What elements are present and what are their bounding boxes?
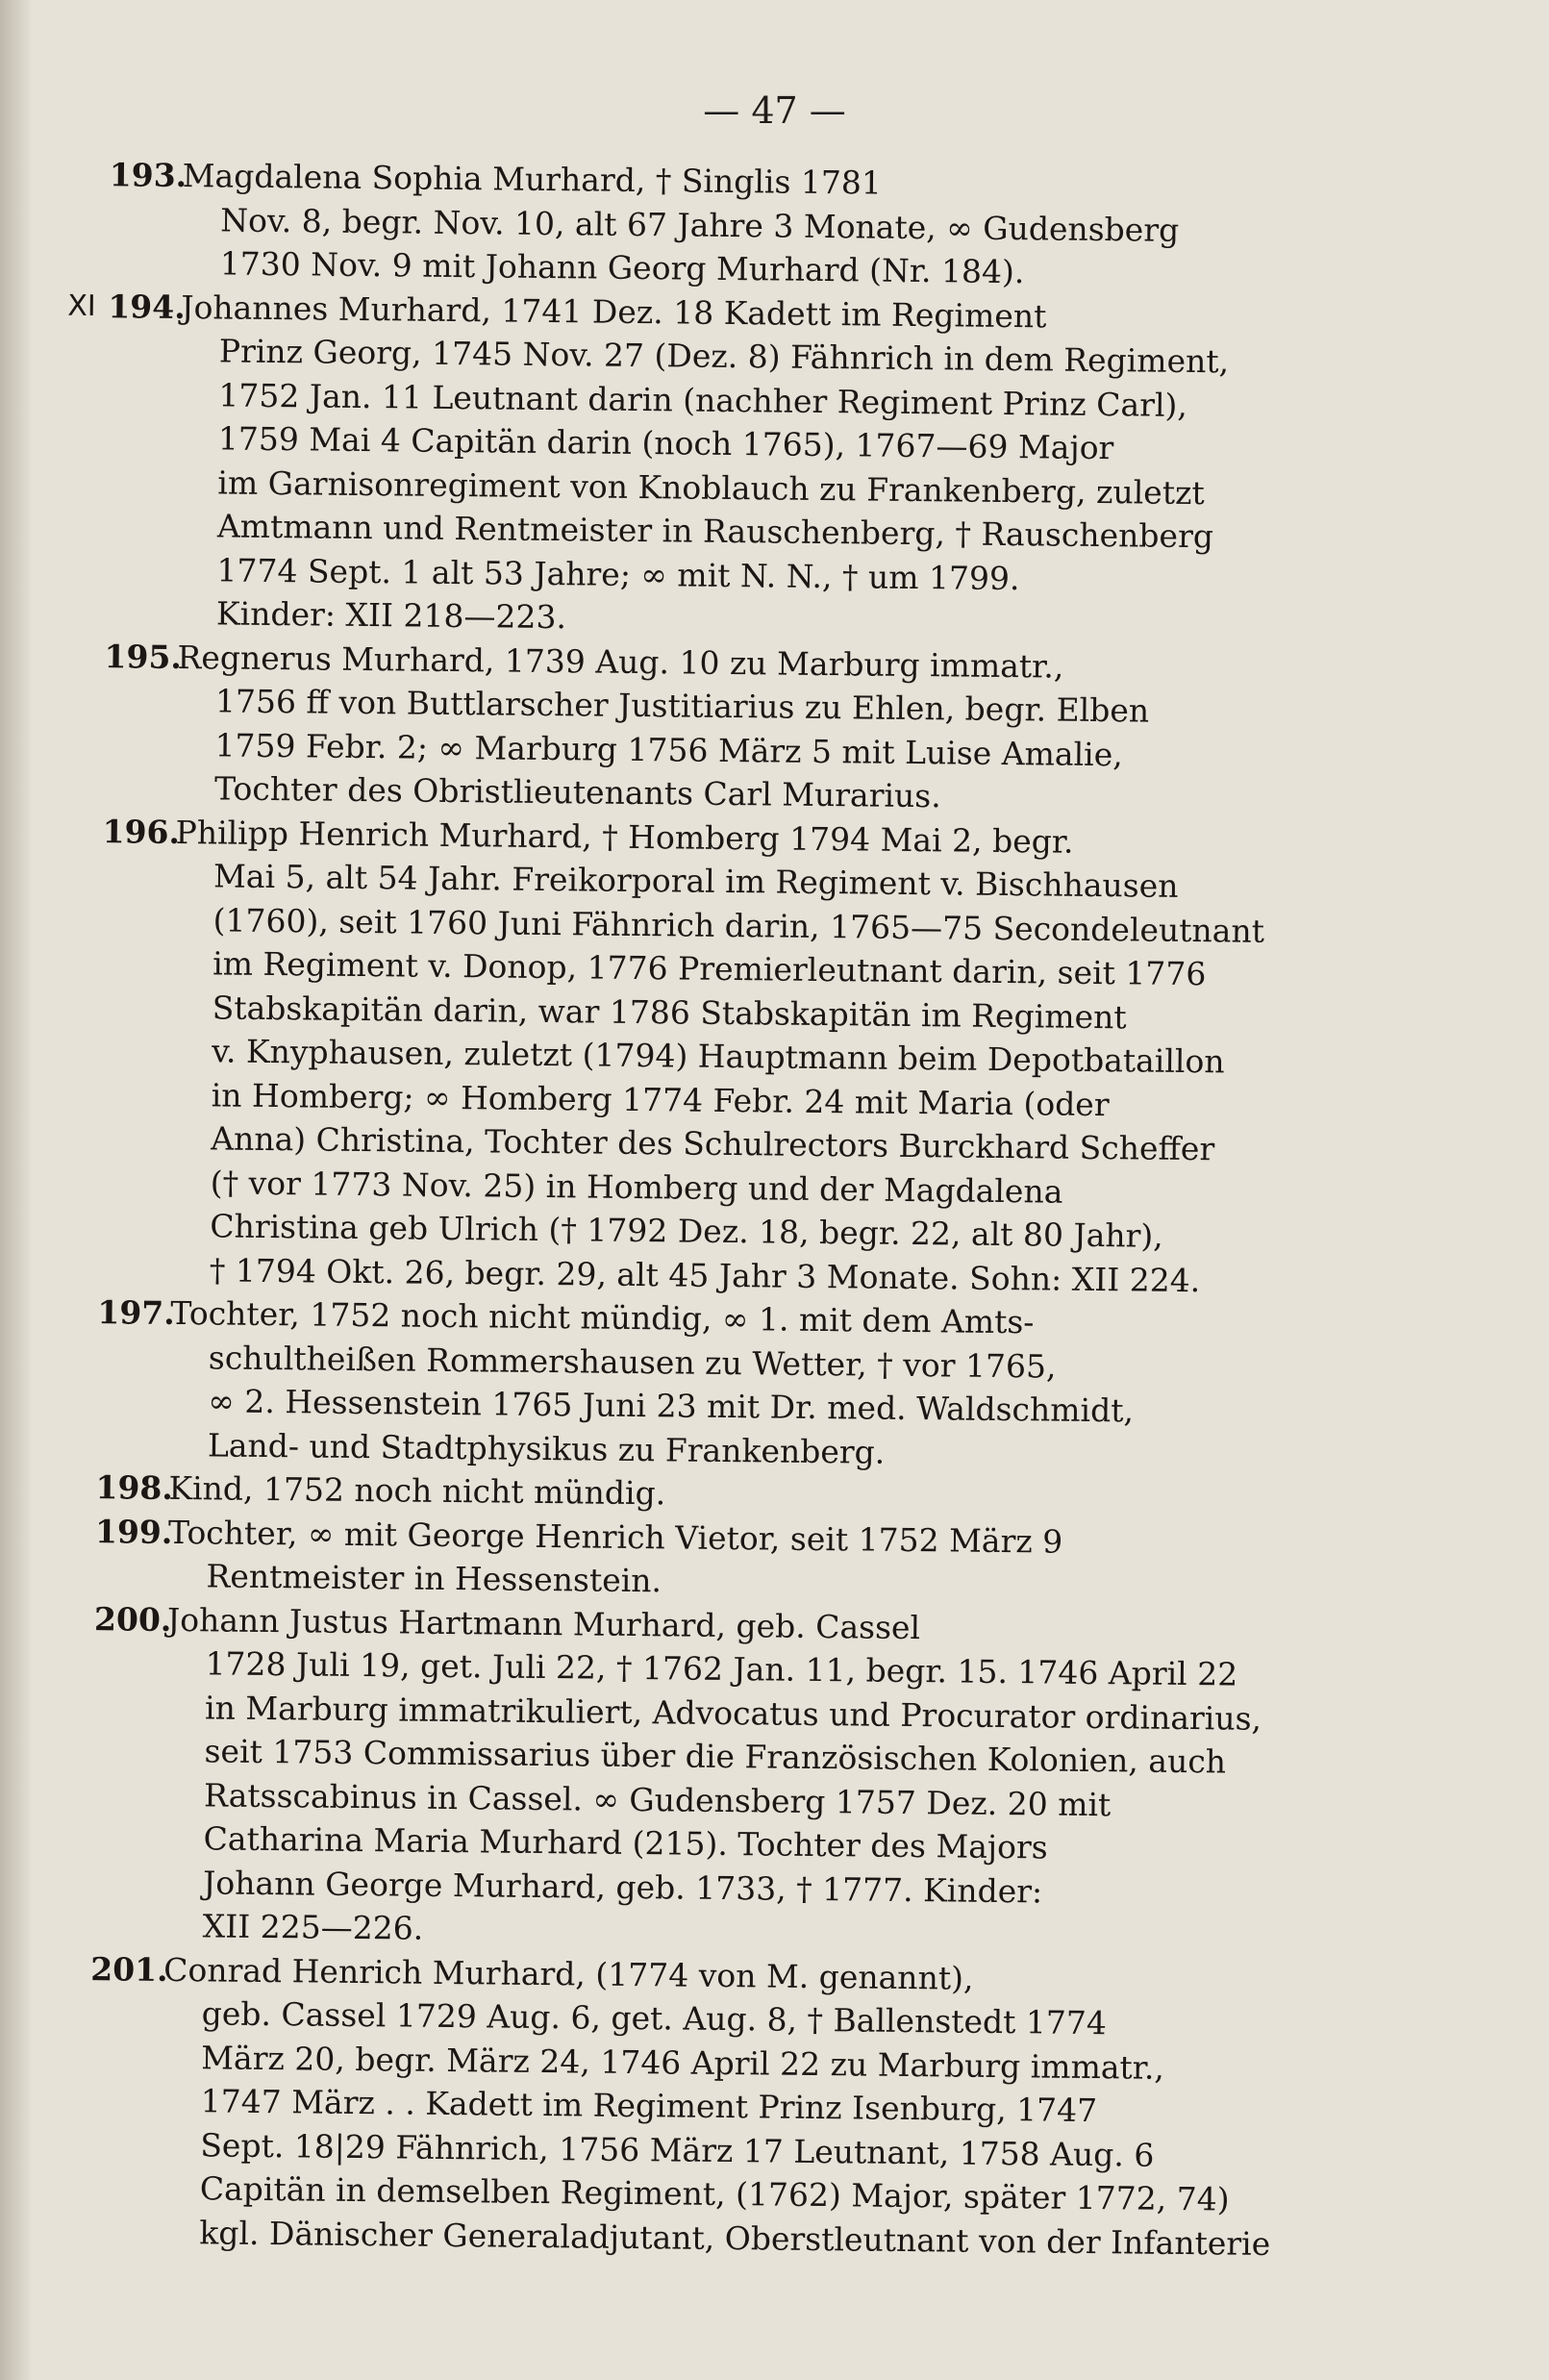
entry-line: 1756 ff von Buttlarscher Justitiarius zu Ehlen, begr. Elben (214, 682, 1150, 730)
page-body (67, 154, 1375, 2267)
entry-line: 1752 Jan. 11 Leutnant darin (nachher Regiment Prinz Carl), (218, 375, 1188, 424)
entry-line: (1760), seit 1760 Juni Fähnrich darin, 1765—75 Secondeleutnant (212, 900, 1265, 950)
entry-line: Conrad Henrich Murhard, (1774 von M. genannt), (163, 1950, 974, 1997)
entry-line: Sept. 18|29 Fähnrich, 1756 März 17 Leutnant, 1758 Aug. 6 (200, 2125, 1155, 2174)
entry-number: 201. (90, 1949, 168, 1989)
page-gutter-shadow (0, 0, 33, 2380)
entry-line: Mai 5, alt 54 Jahr. Freikorporal im Regiment v. Bischhausen (212, 857, 1179, 905)
entry-200 (93, 1597, 1360, 1960)
entry-196 (102, 810, 1368, 1303)
entry-line: Philipp Henrich Murhard, † Homberg 1794 Mai 2, begr. (175, 813, 1074, 861)
entry-line: in Homberg; ∞ Homberg 1774 Febr. 24 mit Maria (oder (211, 1075, 1110, 1123)
page-number: — 47 — (703, 89, 846, 132)
entry-line: 1759 Febr. 2; ∞ Marburg 1756 März 5 mit Luise Amalie, (214, 725, 1123, 773)
entry-line: XII 225—226. (202, 1907, 424, 1947)
entry-line: Capitän in demselben Regiment, (1762) Major, später 1772, 74) (199, 2169, 1230, 2218)
entry-line: seit 1753 Commissarius über die Französischen Kolonien, auch (204, 1732, 1227, 1781)
entry-line: kgl. Dänischer Generaladjutant, Oberstleutnant von der Infanterie (199, 2213, 1271, 2263)
entry-line: in Marburg immatrikuliert, Advocatus und Procurator ordinarius, (204, 1688, 1262, 1738)
entry-number: 200. (93, 1599, 172, 1639)
entry-line: im Regiment v. Donop, 1776 Premierleutnant darin, seit 1776 (212, 944, 1207, 993)
entry-line: Stabskapitän darin, war 1786 Stabskapitän im Regiment (212, 988, 1127, 1036)
entry-line: Prinz Georg, 1745 Nov. 27 (Dez. 8) Fähnrich in dem Regiment, (218, 332, 1230, 381)
entry-line: Catharina Maria Murhard (215). Tochter des Majors (203, 1819, 1048, 1866)
entry-line: Ratsscabinus in Cassel. ∞ Gudensberg 1757 Dez. 20 mit (203, 1775, 1112, 1823)
entry-line: Johannes Murhard, 1741 Dez. 18 Kadett im Regiment (181, 288, 1047, 335)
entry-line: v. Knyphausen, zuletzt (1794) Hauptmann beim Depotbataillon (212, 1032, 1225, 1081)
entry-line: 1730 Nov. 9 mit Johann Georg Murhard (Nr. 184). (219, 244, 1025, 291)
entry-line: im Garnisonregiment von Knoblauch zu Frankenberg, zuletzt (217, 463, 1205, 512)
entry-194 (67, 285, 1374, 647)
entry-line: März 20, begr. März 24, 1746 April 22 zu Marburg immatr., (201, 2038, 1165, 2087)
entry-line: Nov. 8, begr. Nov. 10, alt 67 Jahre 3 Monate, ∞ Gudensberg (220, 200, 1180, 249)
entry-line: Tochter des Obristlieutenants Carl Murarius. (213, 769, 941, 815)
entry-line: Johann Justus Hartmann Murhard, geb. Cassel (166, 1600, 921, 1646)
entry-line: Regnerus Murhard, 1739 Aug. 10 zu Marburg immatr., (177, 638, 1064, 686)
entry-number: 197. (97, 1293, 175, 1332)
entry-number: 198. (95, 1468, 174, 1507)
entry-199 (94, 1510, 1361, 1610)
entry-line: schultheißen Rommershausen zu Wetter, † vor 1765, (208, 1338, 1057, 1386)
entry-line: Tochter, ∞ mit George Henrich Vietor, seit 1752 März 9 (167, 1513, 1063, 1561)
entry-197 (97, 1291, 1363, 1479)
entry-201 (90, 1947, 1356, 2266)
entry-line: † 1794 Okt. 26, begr. 29, alt 45 Jahr 3 Monate. Sohn: XII 224. (209, 1250, 1201, 1299)
entry-line: ∞ 2. Hessenstein 1765 Juni 23 mit Dr. med. Waldschmidt, (208, 1382, 1135, 1430)
entry-line: Johann George Murhard, geb. 1733, † 1777. Kinder: (202, 1863, 1043, 1910)
entry-number: 196. (102, 812, 181, 851)
entry-line: 1759 Mai 4 Capitän darin (noch 1765), 1767—69 Major (217, 419, 1114, 467)
entry-195 (104, 635, 1370, 822)
entry-line: Anna) Christina, Tochter des Schulrectors Burckhard Scheffer (211, 1119, 1215, 1168)
entry-cross-ref: XI (67, 288, 96, 323)
entry-line: geb. Cassel 1729 Aug. 6, get. Aug. 8, † Ballenstedt 1774 (201, 1994, 1108, 2042)
entry-line: 1774 Sept. 1 alt 53 Jahre; ∞ mit N. N., † um 1799. (216, 550, 1020, 597)
entry-number: 199. (94, 1512, 173, 1551)
entry-line: († vor 1773 Nov. 25) in Homberg und der Magdalena (210, 1163, 1063, 1211)
entry-line: Land- und Stadtphysikus zu Frankenberg. (207, 1425, 886, 1471)
entry-line: Tochter, 1752 noch nicht mündig, ∞ 1. mit dem Amts- (170, 1293, 1035, 1341)
entry-193 (109, 154, 1375, 297)
entry-line: Kind, 1752 noch nicht mündig. (168, 1468, 666, 1513)
entry-number: 193. (109, 156, 187, 195)
entry-line: Amtmann und Rentmeister in Rauschenberg, † Rauschenberg (216, 507, 1214, 556)
entry-number: 195. (104, 637, 183, 676)
entry-line: 1728 Juli 19, get. Juli 22, † 1762 Jan. 11, begr. 15. 1746 April 22 (205, 1644, 1238, 1693)
entry-line: Christina geb Ulrich († 1792 Dez. 18, begr. 22, alt 80 Jahr), (210, 1207, 1163, 1255)
entry-line: 1747 März . . Kadett im Regiment Prinz Isenburg, 1747 (200, 2082, 1098, 2130)
entry-line: Kinder: XII 218—223. (215, 594, 567, 637)
entry-number: 194. (108, 287, 186, 326)
entry-line: Rentmeister in Hessenstein. (206, 1557, 662, 1600)
entry-line: Magdalena Sophia Murhard, † Singlis 1781 (182, 156, 883, 202)
